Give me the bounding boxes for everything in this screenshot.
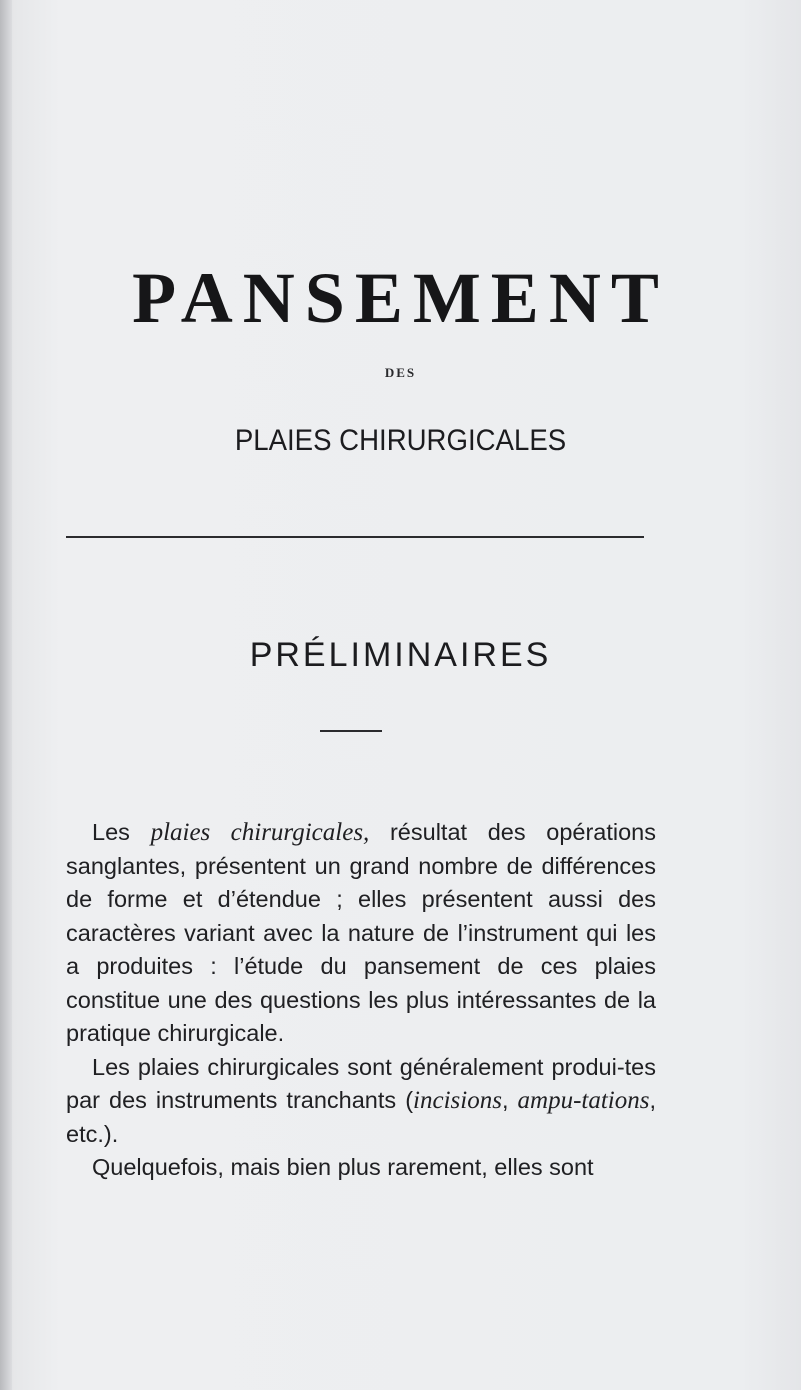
- paragraph-1-intro: Les: [92, 819, 151, 845]
- section-title: PRÉLIMINAIRES: [249, 636, 552, 674]
- page-binding-edge: [0, 0, 12, 1390]
- page-subtitle: PLAIES CHIRURGICALES: [234, 424, 567, 457]
- paragraph-1-rest: résultat des opérations sanglantes, présentent un grand nombre de différences de forme et d’étendue ; elles présentent aussi des caractères variant avec la nature de l’instrument qui les a produites : l’étude du pansement de ces plaies constitue une des questions les plus intéressantes de la pratique chirurgicale.: [66, 819, 656, 1046]
- paragraph-1-italic: plaies chirurgicales,: [150, 819, 370, 846]
- paragraph-1: [66, 816, 656, 1051]
- title-connector: DES: [384, 365, 417, 380]
- page-title: PANSEMENT: [132, 258, 669, 338]
- paragraph-2-mid: ,: [501, 1087, 518, 1113]
- short-rule: [320, 730, 382, 732]
- paragraph-2-intro: Les plaies chirurgicales sont généralement produi-tes par des instruments tranchants (: [66, 1053, 656, 1113]
- paragraph-2-italic-incisions: incisions: [413, 1087, 502, 1114]
- body-text: [66, 816, 656, 1185]
- paragraph-3: Quelquefois, mais bien plus rarement, elles sont: [92, 1154, 594, 1180]
- paragraph-2-rest: , etc.).: [66, 1087, 656, 1147]
- paragraph-2-italic-amputations: ampu-tations: [517, 1087, 650, 1114]
- horizontal-rule: [66, 536, 644, 538]
- paragraph-2: [66, 1051, 656, 1152]
